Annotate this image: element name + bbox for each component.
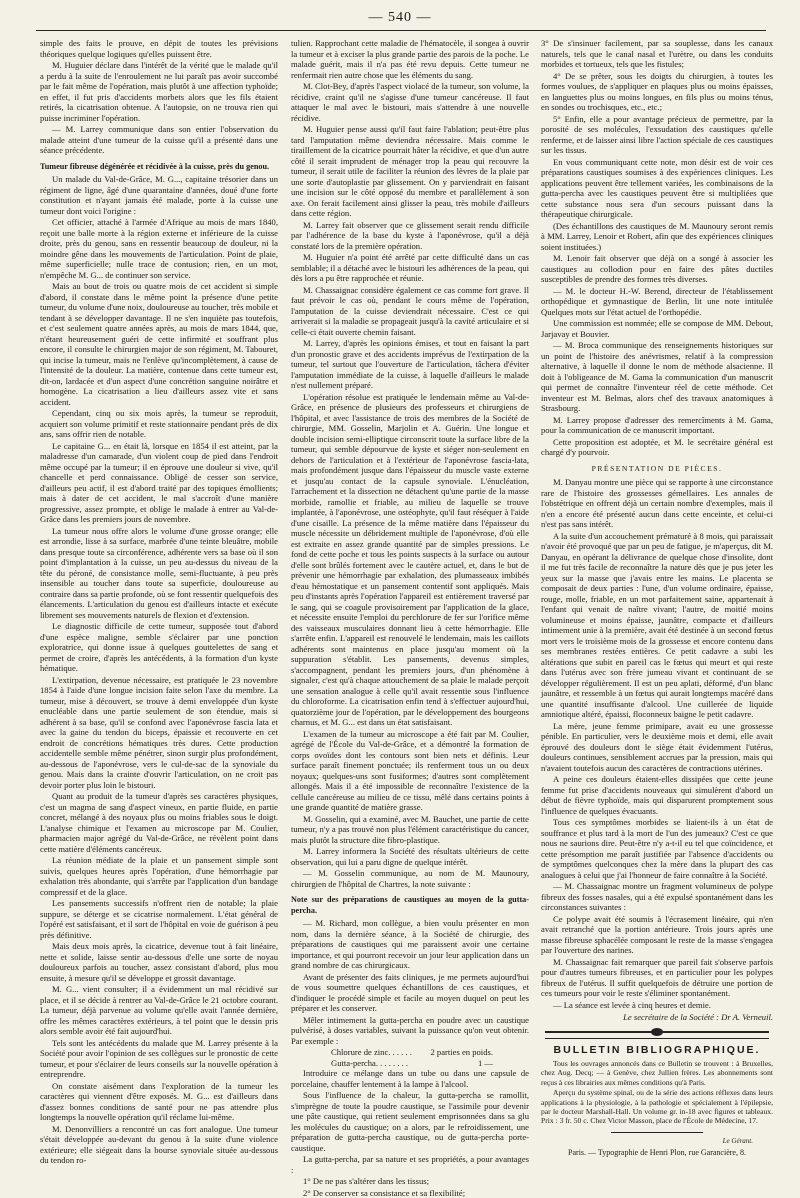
- paragraph: A peine ces douleurs étaient-elles dissipées que cette jeune femme fut prise d'accidents nouveaux qui simulèrent d'abord un début de fièvre typhoïde, mais qui disparurent promptement sous l'influence de quelques évacuants.: [541, 774, 773, 816]
- recipe-quantity: 2 parties en poids.: [430, 1047, 493, 1058]
- paragraph: Cependant, cinq ou six mois après, la tumeur se reproduit, acquiert son volume primitif et reste stationnaire pendant près de dix ans, sans offrir rien de notable.: [40, 408, 278, 440]
- printer-imprint: Paris. — Typographie de Henri Plon, rue Garancière, 8.: [541, 1148, 773, 1159]
- paragraph: 4° De se prêter, sous les doigts du chirurgien, à toutes les formes voulues, de s'appliquer en plaques plus ou moins épaisses, en languettes plus ou moins longues, en fils plus ou moins ténus, en sondes ou trochisques, etc., etc.;: [541, 71, 773, 113]
- paragraph: M. Huguier pense aussi qu'il faut faire l'ablation; peut-être plus tard l'amputation même deviendra nécessaire. Mais comme le tiraillement de la cicatrice pourrait hâter la récidive, et que d'un autre côté il serait imprudent de ménager trop la peau qui recouvre la tumeur, il serait utile de faciliter la réunion des lèvres de la plaie par une sorte d'autoplastie par glissement. On y parviendrait en faisant une incision sur le côté opposé du membre et parallèlement à son axe. On ferait facilement ainsi glisser la peau, très mobile d'ailleurs dans cette région.: [291, 124, 529, 219]
- ornamental-divider: [545, 1031, 769, 1039]
- paragraph: Un malade du Val-de-Grâce, M. G..., capitaine trésorier dans un régiment de ligne, âgé d'une quarantaine d'années, doué d'une forte constitution et n'ayant jamais été malade, porte à la cuisse une tumeur dont voici l'origine :: [40, 174, 278, 216]
- paragraph: Avant de présenter des faits cliniques, je me permets aujourd'hui de vous soumettre quelques échantillons de ces caustiques, et d'indiquer le procédé simple et facile au moyen duquel on peut les préparer et les conserver.: [291, 972, 529, 1014]
- paragraph: La réunion médiate de la plaie et un pansement simple sont suivis, quelques heures après l'opération, d'une hémorrhagie par exhalation très abondante, qui s'arrête par l'application d'un bandage compressif et de la glace.: [40, 855, 278, 897]
- recipe-line: [291, 1047, 529, 1058]
- paragraph: Une commission est nommée; elle se compose de MM. Debout, Jarjavay et Bouvier.: [541, 318, 773, 339]
- paragraph: — M. Gosselin communique, au nom de M. Maunoury, chirurgien de l'hôpital de Chartres, la note suivante :: [291, 868, 529, 889]
- bulletin-title: BULLETIN BIBLIOGRAPHIQUE.: [541, 1045, 773, 1056]
- paragraph: La gutta-percha, par sa nature et ses propriétés, a pour avantages :: [291, 1154, 529, 1175]
- paragraph: 1° De ne pas s'altérer dans les tissus;: [291, 1176, 529, 1187]
- column-1: [40, 38, 278, 1154]
- paragraph: M. Chassaignac considère également ce cas comme fort grave. Il faut prévoir le cas où, pendant le cours même de l'opération, l'amputation de la cuisse deviendrait nécessaire. C'est ce qui arriverait si la maladie se propageait jusqu'à la cavité articulaire et si celle-ci était ouverte chemin faisant.: [291, 285, 529, 338]
- paragraph: A la suite d'un accouchement prématuré à 8 mois, qui paraissait n'avoir été provoqué que par un peu de fatigue, je m'aperçus, dit M. Danyau, en opérant la délivrance de quelque chose d'insolite, dont il me fut très facile de reconnaître la nature dès que je pus jeter les yeux sur la masse que j'avais entre les mains. Le placenta se composait de deux parties : l'une, d'un volume ordinaire, épaisse, rouge, molle, friable, en un mot parfaitement saine, appartenait à l'enfant qui venait de naître vivant; l'autre, de moitié moins volumineuse et moins épaisse, jaunâtre, compacte et d'ailleurs intimement unie à la première, avait été destinée à un second fœtus mort vers le troisième mois de la grossesse et encore contenu dans ses membranes restées entières. Ce petit cadavre a subi les altérations que subit en pareil cas le fœtus qui meurt et qui reste dans l'utérus avec son frère jumeau vivant et continuant de se développer régulièrement. Il est un peu aplati, déformé, d'un blanc jaunâtre, et ressemble à un fœtus qui aurait longtemps macéré dans une quantité insuffisante d'alcool. Une cuillerée de liquide amniotique altéré, épaissi, floconneux baigne le petit cadavre.: [541, 531, 773, 720]
- paragraph: M. Clot-Bey, d'après l'aspect violacé de la tumeur, son volume, la récidive, craint qu'il ne s'agisse d'une tumeur cancéreuse. Il faut attaquer le mal avec le bistouri, mais s'attendre à une nouvelle récidive.: [291, 81, 529, 123]
- paragraph: L'examen de la tumeur au microscope a été fait par M. Coulier, agrégé de l'École du Val-de-Grâce, et a démontré la formation de corps ovoïdes dont les contours sont bien nets et définis. Leur surface paraît finement ponctuée; ils renferment tous un ou deux noyaux; quelques-uns sont fusiformes; d'autres sont complètement allongés. Mais il a été impossible de reconnaître l'existence de la cellule cancéreuse au milieu de ce tissu, mêlé dans certains points à une grande quantité de matière grasse.: [291, 729, 529, 813]
- paragraph: M. Larrey informera la Société des résultats ultérieurs de cette observation, qui lui a paru digne de quelque intérêt.: [291, 846, 529, 867]
- paragraph: Mais deux mois après, la cicatrice, devenue tout à fait linéaire, nette et solide, laisse sentir au-dessous d'elle une sorte de noyau douloureux parfois au toucher, assez consistant d'abord, plus mou ensuite, à mesure qu'il se développe et grossit davantage.: [40, 941, 278, 983]
- header-rule: [36, 30, 766, 31]
- recipe-quantity: 1 —: [478, 1058, 493, 1069]
- section-heading: PRÉSENTATION DE PIÈCES.: [541, 464, 773, 475]
- paragraph: 3° De s'insinuer facilement, par sa souplesse, dans les canaux naturels, tels que le canal nasal et l'urètre, ou dans les conduits morbides et tortueux, tels que les fistules;: [541, 38, 773, 70]
- paragraph: Le diagnostic difficile de cette tumeur, supposée tout d'abord d'une espèce maligne, semble s'éclairer par une ponction exploratrice, qui donne issue à quelques gouttelettes de sang et permet de croire, d'après les antécédents, à la formation d'un kyste hématique.: [40, 621, 278, 674]
- page-number: — 540 —: [0, 10, 800, 26]
- recipe-ingredient: Gutta-percha. . . . . . . .: [331, 1058, 408, 1069]
- paragraph: Le capitaine G... en était là, lorsque en 1854 il est atteint, par la maladresse d'un camarade, d'un violent coup de pied dans l'endroit même occupé par la tumeur; il en éprouve une douleur si vive, qu'il chancelle et perd connaissance. Obligé de cesser son service, d'ailleurs peu actif, il est d'abord traité par des topiques émollients; mais à dater de cet accident, le mal s'accroît d'une manière progressive, assez prompte, et oblige le malade à entrer au Val-de-Grâce dans les premiers jours de novembre.: [40, 441, 278, 525]
- paragraph: On constate aisément dans l'exploration de la tumeur les caractères qui viennent d'être exposés. M. G... est d'ailleurs dans d'assez bonnes conditions de santé pour ne pas attendre plus longtemps la nouvelle opération qu'il réclame lui-même.: [40, 1081, 278, 1123]
- paragraph: Mais au bout de trois ou quatre mois de cet accident si simple d'abord, il constate dans le même point la présence d'une petite tumeur, du volume d'une noix, douloureuse au toucher, très mobile et tendant à se développer davantage. Il ne s'en inquiète pas toutefois, et c'est seulement quatre années après, au mois de mars 1844, que, n'étant heureusement guéri de cette infirmité et souffrant plus encore, il consulte le chirurgien major de son régiment, M. Tabouret, qui incise la tumeur, mais ne l'enlève qu'incomplètement, à cause de l'intensité de la douleur. La matière, contenue dans cette tumeur est, dit-on, lardacée et d'un aspect d'une concrétion sanguine noirâtre et homogène. La cicatrisation a lieu d'ailleurs assez vite et sans accident.: [40, 281, 278, 407]
- section-heading: Tumeur fibreuse dégénérée et récidivée à la cuisse, près du genou.: [40, 162, 278, 173]
- paragraph: 5° Enfin, elle a pour avantage précieux de permettre, par la porosité de ses molécules, l'exsudation des caustiques qu'elle renferme, et de laisser ainsi libre l'action spéciale de ces caustiques sur les tissus.: [541, 114, 773, 156]
- section-heading: Note sur des préparations de caustiques au moyen de la gutta-percha.: [291, 895, 529, 916]
- paragraph: — La séance est levée à cinq heures et demie.: [541, 1000, 773, 1011]
- paragraph: Les pansements successifs n'offrent rien de notable; la plaie suppure, se déterge et se cicatrise normalement. L'état général de l'opéré est satisfaisant, et il sort de l'hôpital en voie de guérison à peu près définitive.: [40, 898, 278, 940]
- paragraph: Cet officier, attaché à l'armée d'Afrique au mois de mars 1840, reçoit une balle morte à la région externe et inférieure de la cuisse droite, près du genou, sans en ressentir beaucoup de douleur, ni la moindre gêne dans les mouvements de l'articulation. Point de plaie, même superficielle; nulle trace de contusion; rien, en un mot, n'empêche M. G... de continuer son service.: [40, 217, 278, 280]
- paragraph: tulien. Rapprochant cette maladie de l'hématocèle, il songea à ouvrir la tumeur et à exciser la plus grande partie des parois de la poche. Le malade guérit, mais il n'a pas été revu depuis. Cette tumeur ne renfermait rien autre chose que les éléments du sang.: [291, 38, 529, 80]
- paragraph: M. G... vient consulter; il a évidemment un mal récidivé sur place, et il se décide à rentrer au Val-de-Grâce le 21 octobre courant. La tumeur, déjà parvenue au volume qu'elle avait l'année dernière, offre les mêmes caractères extérieurs, à tel point que le dessin pris alors semble avoir été fait aujourd'hui.: [40, 984, 278, 1037]
- paragraph: M. Larrey, d'après les opinions émises, et tout en faisant la part d'un pronostic grave et des accidents imprévus de l'extirpation de la tumeur, tel surtout que l'ouverture de l'articulation, tâchera d'éviter l'amputation immédiate de la cuisse, à laquelle d'ailleurs le malade n'est nullement préparé.: [291, 338, 529, 391]
- paragraph: simple des faits le prouve, en dépit de toutes les prévisions théoriques quelque logiques qu'elles puissent être.: [40, 38, 278, 59]
- paragraph: Ce polype avait été soumis à l'écrasement linéaire, qui n'en avait retranché que la portion antérieure. Trois jours après une masse fibreuse sphacélée composant le reste de la masse s'engagea par l'ouverture des narines.: [541, 914, 773, 956]
- paragraph: Quant au produit de la tumeur d'après ses caractères physiques, c'est un magma de sang d'aspect vineux, en partie fluide, en partie concret, mélangé à des noyaux plus ou moins friables sous le doigt. L'analyse chimique et l'examen au microscope par M. Coulier, pharmacien major agrégé du Val-de-Grâce, ne révèlent point dans cette matière d'éléments cancéreux.: [40, 791, 278, 854]
- paragraph: Tous ces symptômes morbides se liaient-ils à un état de souffrance et plus tard à la mort de l'un des jumeaux? C'est ce que nous ne saurions dire. Peut-être n'y a-t-il eu tel que coïncidence, et cette présomption me paraît justifiée par l'absence d'accidents ou de symptômes quelconques chez la mère dans la plupart des cas analogues à celui que j'ai l'honneur de faire connaître à la Société.: [541, 817, 773, 880]
- column-2: [291, 38, 529, 1154]
- bulletin-notice: Tous les ouvrages annoncés dans ce Bulletin se trouvent : à Bruxelles, chez Aug. Decq; — à Genève, chez Jullien frères. Les abonnements sont reçus à ces librairies aux mêmes conditions qu'à Paris.: [541, 1059, 773, 1087]
- column-3: [541, 38, 773, 1154]
- paragraph: La mère, jeune femme primipare, avait eu une grossesse pénible. En particulier, vers le deuxième mois et demi, elle avait éprouvé des douleurs dont le siège était évidemment l'utérus, douleurs continues, sensiblement accrues par la pression, mais qui n'avaient toutefois aucun des caractères de contractions utérines.: [541, 721, 773, 774]
- paragraph: Tels sont les antécédents du malade que M. Larrey présente à la Société pour avoir l'opinion de ses collègues sur le pronostic de cette tumeur, et pour s'éclairer de leurs conseils sur la nouvelle opération à entreprendre.: [40, 1038, 278, 1080]
- recipe-line: [291, 1058, 529, 1069]
- secretary-signature: Le secrétaire de la Société : Dr A. Verneuil.: [541, 1012, 773, 1023]
- paragraph: — M. le docteur H.-W. Berend, directeur de l'établissement orthopédique et gymnastique de Berlin, lit une note intitulée Quelques mots sur l'état actuel de l'orthopédie.: [541, 286, 773, 318]
- paragraph: L'opération résolue est pratiquée le lendemain même au Val-de-Grâce, en présence de plusieurs des professeurs et chirurgiens de l'hôpital, et avec l'assistance de trois des membres de la Société de chirurgie, MM. Gosselin, Marjolin et A. Guérin. Une longue et double incision semi-elliptique circonscrit toute la surface libre de la tumeur, qui semble dépourvue de kyste et siéger non-seulement en dehors de l'articulation et à l'extérieur de l'aponévrose fascia-lata, mais profondément jusque dans l'épaisseur du muscle vaste externe et jusqu'au contact de la capsule synoviale. L'énucléation, l'arrachement et la dissection ne détachent qu'une partie de la masse morbide, ramollie et friable, au milieu de laquelle se trouve implantée, à l'aponévrose, une ostéophyte, qu'il faut réséquer à l'aide d'une cisaille. La présence de la même matière dans l'épaisseur du muscle nécessite un débridement multiple de l'aponévrose, d'où elle est extraite en assez grande quantité par de simples pressions. Le fond de cette poche et tous les points suspects à la surface ou autour d'elle sont brûlés fortement avec le cautère actuel, et, dans le but de prévenir une hémorrhagie par exhalation, des plumasseaux imbibés d'eau hémostatique et un pansement contentif sont appliqués. Mais peu d'instants après l'opération l'appareil est entièrement traversé par le sang, qui se coagule provisoirement par l'application de la glace, et nécessite ensuite l'emploi du perchlorure de fer sur l'orifice même des vaisseaux musculaires donnant lieu à cette hémorrhagie. Elle s'arrête enfin. L'appareil est renouvelé le lendemain, mais les caillots adhérents sont maintenus en place jusqu'au moment où la suppuration s'établit. Les pansements, devenus simples, s'accompagnent, pendant les premiers jours, d'un phénomène à signaler, c'est qu'à chaque attouchement de sa plaie le malade perçoit une sensation analogue à celle qu'il avait ressentie sous l'influence du chloroforme. La cicatrisation enfin tend à s'effectuer aujourd'hui, quatorzième jour de l'opération, par le développement des bourgeons charnus, et M. G... est dans un état satisfaisant.: [291, 392, 529, 728]
- paragraph: M. Lenoir fait observer que déjà on a songé à associer les caustiques au collodion pour en faire des pâtes ductiles susceptibles de prendre des formes très diverses.: [541, 253, 773, 285]
- paragraph: La tumeur nous offre alors le volume d'une grosse orange; elle est arrondie, lisse à sa surface, marbrée d'une teinte bleuâtre, mobile dans presque toute sa circonférence, adhérente vers sa base où il son point d'implantation à la cuisse, un peu au-dessus du niveau de la tête du péroné, de consistance molle, semi-fluctuante, à peu près insensible au toucher dans toute sa superficie, douloureuse au contraire dans sa partie profonde, où se font ressentir quelquefois des élancements. L'articulation du genou est d'ailleurs intacte et exécute librement ses mouvements naturels de flexion et d'extension.: [40, 526, 278, 621]
- paragraph: — M. Chassaignac montre un fragment volumineux de polype fibreux des fosses nasales, qui a été expulsé spontanément dans les circonstances suivantes :: [541, 881, 773, 913]
- paragraph: — M. Broca communique des renseignements historiques sur un point de l'histoire des anévrismes, relatif à la compression alternative, à laquelle il donne le nom de méthode alsacienne. Il doit à l'obligeance de M. Gama la communication d'un manuscrit qui permet de connaître l'inventeur réel de cette méthode. Cet inventeur est M. Belmas, alors chef des travaux anatomiques à Strasbourg.: [541, 340, 773, 414]
- paragraph: Introduire ce mélange dans un tube ou dans une capsule de porcelaine, chauffer lentement à la lampe à l'alcool.: [291, 1068, 529, 1089]
- paragraph: M. Denonvilliers a rencontré un cas fort analogue. Une tumeur s'était développée au-devant du genou à la suite d'une violence extérieure; elle siégeait dans la bourse synoviale située au-dessous du tendon ro-: [40, 1124, 278, 1166]
- paragraph: Sous l'influence de la chaleur, la gutta-percha se ramollit, s'imprègne de toute la poudre caustique, se l'assimile pour devenir une pâte caustique, qui retient seulement emprisonnées dans sa glu les molécules du caustique; on a alors, par le refroidissement, une préparation de gutta-percha caustique, ou de gutta-percha porte-caustique.: [291, 1090, 529, 1153]
- paragraph: M. Larrey fait observer que ce glissement serait rendu difficile par l'adhérence de la base du kyste à l'aponévrose, qu'il a déjà constaté lors de la première opération.: [291, 220, 529, 252]
- paragraph: Cette proposition est adoptée, et M. le secrétaire général est chargé d'y pourvoir.: [541, 437, 773, 458]
- paragraph: En vous communiquant cette note, mon désir est de voir ces préparations caustiques soumises à des expériences cliniques. Les applications peuvent être tellement variées, les combinaisons de la gutta-percha avec les caustiques peuvent être si multipliées que cette substance nous sera d'un secours puissant dans la thérapeutique chirurgicale.: [541, 157, 773, 220]
- paragraph: M. Huguier déclare dans l'intérêt de la vérité que le malade qu'il a perdu à la suite de l'enroulement ne lui paraît pas avoir succombé par le fait même de l'opération, mais plutôt à une affection typhoïde; en effet, il fut pris d'accidents morbets alors que les fils étaient retirés, la cicatrisation obtenue. A l'autopsie, on ne trouva rien qui puisse incriminer l'opération.: [40, 60, 278, 123]
- paragraph: M. Danyau montre une pièce qui se rapporte à une circonstance rare de l'histoire des grossesses gémellaires. Les annales de l'obstétrique en offrent déjà un certain nombre d'exemples, mais il n'en a encore été présenté aucun dans cette enceinte, et celui-ci n'est pas sans intérêt.: [541, 477, 773, 530]
- paragraph: — M. Richard, mon collègue, a bien voulu présenter en mon nom, dans la dernière séance, à la Société de chirurgie, des préparations de caustiques qui me paraissent avoir une certaine importance, et qui pourront recevoir un jour leur application dans un grand nombre de cas chirurgicaux.: [291, 918, 529, 971]
- footer-rule: [611, 1132, 703, 1133]
- paragraph: M. Huguier n'a point été arrêté par cette difficulté dans un cas semblable; il a détaché avec le bistouri les adhérences de la peau, qui dès lors a pu être rapprochée et réunie.: [291, 252, 529, 284]
- paragraph: Mêler intimement la gutta-percha en poudre avec un caustique pulvérisé, à doses variables, suivant la puissance qu'on veut obtenir. Par exemple :: [291, 1015, 529, 1047]
- paragraph: — M. Larrey communique dans son entier l'observation du malade atteint d'une tumeur de la cuisse qu'il a présenté dans une séance précédente.: [40, 124, 278, 156]
- paragraph: L'extirpation, devenue nécessaire, est pratiquée le 23 novembre 1854 à l'aide d'une longue incision faite selon l'axe du membre. La tumeur, mise à découvert, se trouve à demi enveloppée d'un kyste enucléable dans une partie seulement de son étendue, mais si adhérent à sa base, qu'il se confond avec l'aponévrose fascia lata et avec la gaine du tendon du biceps, épaissie et recouverte en cet endroit de concrétions hématiques très dures. Cette production accidentelle semble même pénétrer, sinon surgir plus profondément, au-dessous de l'aponévrose, vers le cul-de-sac de la synoviale du genou. Mais dans la crainte d'ouvrir l'articulation, on ne croit pas devoir porter plus loin le bistouri.: [40, 675, 278, 791]
- bulletin-entry: Aperçu du système spinal, ou de la série des actions réflexes dans leurs applications à la physiologie, à la pathologie et spécialement à l'épilepsie, par le docteur Marshall-Hall. Un volume gr. in-18 avec figures et tableaux. Prix : 3 fr. 50 c. Chez Victor Masson, place de l'École de Médecine, 17.: [541, 1088, 773, 1126]
- gerant-label: Le Gérant.: [541, 1136, 753, 1147]
- recipe-ingredient: Chlorure de zinc. . . . . .: [331, 1047, 412, 1058]
- paragraph: M. Chassaignac fait remarquer que pareil fait s'observe parfois pour d'autres tumeurs fibreuses, et en particulier pour les polypes fibreux de l'utérus. Il suffit quelquefois de détruire une portion de ces tumeurs pour voir le reste s'éliminer spontanément.: [541, 957, 773, 999]
- paragraph: M. Larrey propose d'adresser des remercîments à M. Gama, pour la communication de ce manuscrit important.: [541, 415, 773, 436]
- paragraph: (Des échantillons des caustiques de M. Maunoury seront remis à MM. Larrey, Lenoir et Robert, afin que des expériences cliniques soient instituées.): [541, 221, 773, 253]
- paragraph: M. Gosselin, qui a examiné, avec M. Bauchet, une partie de cette tumeur, n'y a pas trouvé non plus l'élément caractéristique du cancer, mais plutôt la structure dite fibro-plastique.: [291, 814, 529, 846]
- paragraph: 2° De conserver sa consistance et sa flexibilité;: [291, 1188, 529, 1198]
